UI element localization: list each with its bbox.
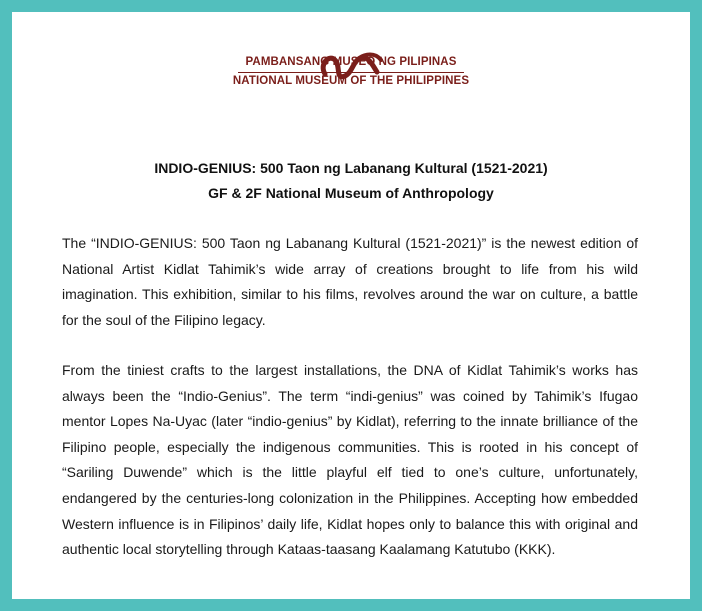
exhibit-location: GF & 2F National Museum of Anthropology — [208, 185, 494, 201]
body-paragraph-2: From the tiniest crafts to the largest installations, the DNA of Kidlat Tahimik’s works has always been the “Indio-Genius”. The term “indi-genius” was coined by Tahimik’s Ifugao mentor Lopes Na-Uyac (later “indio-genius” by Kidlat), referring to the innate brilliance of the Filipino people, especially the indigenous communities. This is rooted in his concept of “Sariling Duwende” which is the little playful elf tied to one’s culture, unfortunately, endangered by the centuries-long colonization in the Philippines. Accepting how embedded Western influence is in Filipinos’ daily life, Kidlat hopes only to balance this with original and authentic local storytelling through Kataas-taasang Kaalamang Katutubo (KKK). — [62, 362, 638, 558]
exhibit-heading — [12, 156, 690, 206]
logo-divider — [238, 72, 464, 73]
exhibit-title: INDIO-GENIUS: 500 Taon ng Labanang Kultural (1521-2021) — [154, 160, 548, 176]
logo-text-filipino: PAMBANSANG MUSEO NG PILIPINAS — [245, 56, 457, 68]
logo-text-english: NATIONAL MUSEUM OF THE PHILIPPINES — [232, 75, 470, 87]
body-paragraph-1: The “INDIO-GENIUS: 500 Taon ng Labanang Kultural (1521-2021)” is the newest edition of National Artist Kidlat Tahimik’s wide array of creations brought to life from his wild imagination. This exhibition, similar to his films, revolves around the war on culture, a battle for the soul of the Filipino legacy. — [62, 235, 638, 328]
document-card — [12, 12, 690, 599]
